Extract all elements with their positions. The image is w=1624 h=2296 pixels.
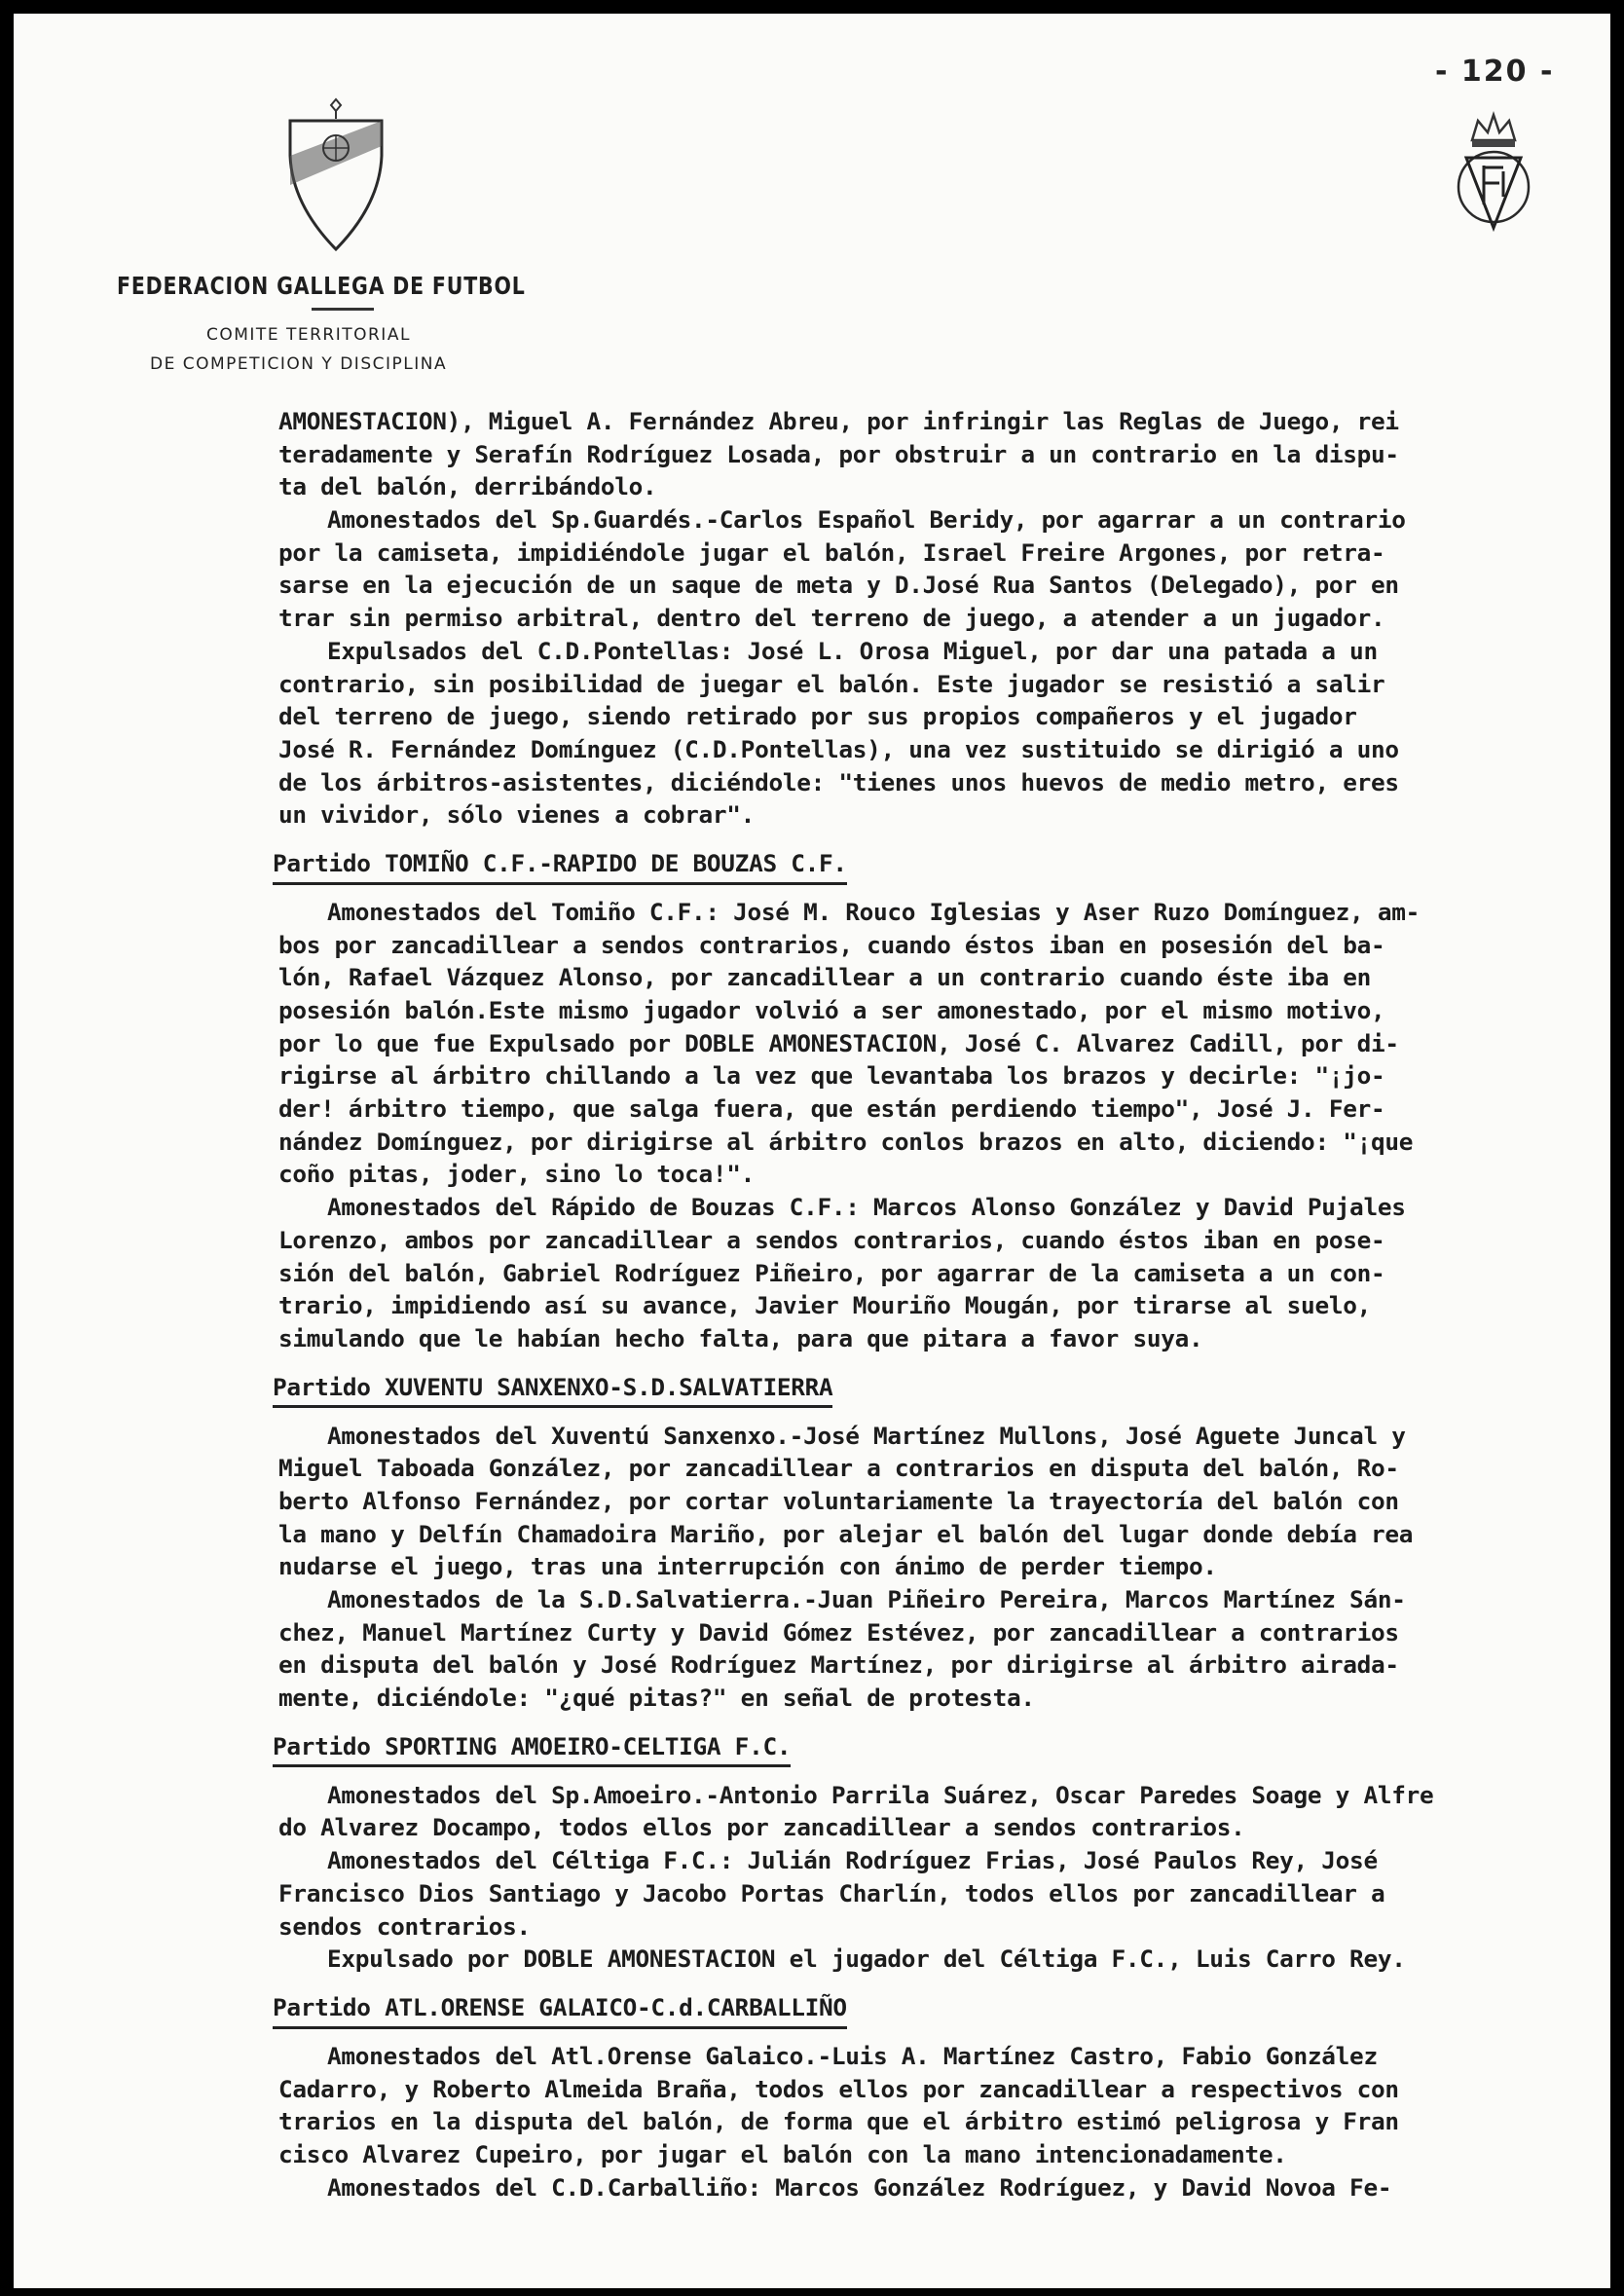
text-line: Amonestados del Rápido de Bouzas C.F.: Marcos Alonso González y David Pujales [327,1193,1406,1222]
text-line: Lorenzo, ambos por zancadillear a sendos contrarios, cuando éstos iban en pose- [278,1225,1385,1254]
match-heading: Partido ATL.ORENSE GALAICO-C.d.CARBALLIÑO [273,1993,847,2029]
text-line: teradamente y Serafín Rodríguez Losada, por obstruir a un contrario en la dispu- [278,439,1399,468]
committee-subtitle: DE COMPETICION Y DISCIPLINA [150,354,448,374]
text-line: lón, Rafael Vázquez Alonso, por zancadillear a un contrario cuando éste iba en [278,963,1371,992]
match-section [278,2040,1603,2203]
text-line: Amonestados de la S.D.Salvatierra.-Juan Piñeiro Pereira, Marcos Martínez Sán- [327,1585,1406,1613]
match-section [278,1779,1603,1976]
text-line: sendos contrarios. [278,1911,531,1941]
text-line: de los árbitros-asistentes, diciéndole: "tienes unos huevos de medio metro, eres [278,767,1399,796]
text-line: do Alvarez Docampo, todos ellos por zancadillear a sendos contrarios. [278,1813,1245,1842]
match-section [278,896,1603,1355]
text-line: AMONESTACION), Miguel A. Fernández Abreu, por infringir las Reglas de Juego, rei [278,407,1399,435]
text-line: del terreno de juego, siendo retirado por sus propios compañeros y el jugador [278,702,1357,731]
text-line: un vividor, sólo vienes a cobrar". [278,800,756,830]
text-line: Amonestados del Xuventú Sanxenxo.-José Martínez Mullons, José Aguete Juncal y [327,1421,1406,1450]
text-line: trarios en la disputa del balón, de forma que el árbitro estimó peligrosa y Fran [278,2107,1399,2136]
text-line: sión del balón, Gabriel Rodríguez Piñeiro, por agarrar de la camiseta a un con- [278,1258,1385,1287]
text-line: la mano y Delfín Chamadoira Mariño, por alejar el balón del lugar donde debía rea [278,1519,1414,1548]
text-line: Miguel Taboada González, por zancadillear a contrarios en disputa del balón, Ro- [278,1454,1399,1483]
text-line: José R. Fernández Domínguez (C.D.Pontellas), una vez sustituido se dirigió a uno [278,734,1399,763]
text-line: contrario, sin posibilidad de juegar el balón. Este jugador se resistió a salir [278,669,1385,698]
federation-name: FEDERACION GALLEGA DE FUTBOL [117,272,526,300]
header-divider [312,308,374,311]
match-heading: Partido SPORTING AMOEIRO-CELTIGA F.C. [273,1732,791,1768]
text-line: posesión balón.Este mismo jugador volvió a ser amonestado, por el mismo motivo, [278,996,1385,1024]
text-line: Amonestados del Sp.Guardés.-Carlos Español Beridy, por agarrar a un contrario [327,505,1406,535]
federation-crest-icon [282,97,389,253]
royal-crest-icon [1445,107,1542,234]
match-section [278,1420,1603,1715]
text-line: chez, Manuel Martínez Curty y David Gómez Estévez, por zancadillear a contrarios [278,1617,1399,1647]
committee-title: COMITE TERRITORIAL [206,325,411,345]
text-line: Amonestados del Sp.Amoeiro.-Antonio Parrila Suárez, Oscar Paredes Soage y Alfre [327,1780,1434,1809]
text-line: trar sin permiso arbitral, dentro del terreno de juego, a atender a un jugador. [278,604,1385,633]
text-line: der! árbitro tiempo, que salga fuera, que están perdiendo tiempo", José J. Fer- [278,1094,1385,1124]
text-line: Francisco Dios Santiago y Jacobo Portas Charlín, todos ellos por zancadillear a [278,1878,1385,1907]
text-line: simulando que le habían hecho falta, para que pitara a favor suya. [278,1323,1203,1352]
text-line: coño pitas, joder, sino lo toca!". [278,1160,756,1189]
document-page [14,14,1610,2288]
text-line: nudarse el juego, tras una interrupción con ánimo de perder tiempo. [278,1552,1217,1581]
intro-paragraphs [278,405,1603,832]
match-heading: Partido TOMIÑO C.F.-RAPIDO DE BOUZAS C.F. [273,849,847,885]
text-line: ta del balón, derribándolo. [278,472,657,501]
text-line: Amonestados del Atl.Orense Galaico.-Luis A. Martínez Castro, Fabio González [327,2041,1378,2070]
text-line: Expulsados del C.D.Pontellas: José L. Orosa Miguel, por dar una patada a un [327,636,1378,665]
text-line: por lo que fue Expulsado por DOBLE AMONESTACION, José C. Alvarez Cadill, por di- [278,1028,1399,1057]
match-heading: Partido XUVENTU SANXENXO-S.D.SALVATIERRA [273,1373,832,1409]
text-line: Amonestados del Céltiga F.C.: Julián Rodríguez Frias, José Paulos Rey, José [327,1846,1378,1875]
text-line: Cadarro, y Roberto Almeida Braña, todos ellos por zancadillear a respectivos con [278,2074,1399,2103]
text-line: nández Domínguez, por dirigirse al árbitro conlos brazos en alto, diciendo: "¡que [278,1127,1414,1156]
text-line: en disputa del balón y José Rodríguez Martínez, por dirigirse al árbitro airada- [278,1650,1399,1680]
text-line: Expulsado por DOBLE AMONESTACION el jugador del Céltiga F.C., Luis Carro Rey. [327,1944,1406,1974]
text-line: cisco Alvarez Cupeiro, por jugar el balón con la mano intencionadamente. [278,2139,1287,2168]
resolution-text [273,405,1603,2203]
text-line: sarse en la ejecución de un saque de meta y D.José Rua Santos (Delegado), por en [278,571,1399,600]
text-line: mente, diciéndole: "¿qué pitas?" en señal de protesta. [278,1684,1035,1713]
text-line: berto Alfonso Fernández, por cortar voluntariamente la trayectoría del balón con [278,1486,1399,1515]
text-line: Amonestados del Tomiño C.F.: José M. Rouco Iglesias y Aser Ruzo Domínguez, am- [327,897,1420,926]
text-line: bos por zancadillear a sendos contrarios, cuando éstos iban en posesión del ba- [278,930,1385,959]
text-line: rigirse al árbitro chillando a la vez que levantaba los brazos y decirle: "¡jo- [278,1061,1385,1091]
text-line: Amonestados del C.D.Carballiño: Marcos González Rodríguez, y David Novoa Fe- [327,2172,1392,2202]
page-number: - 120 - [1435,55,1555,89]
text-line: trario, impidiendo así su avance, Javier Mouriño Mougán, por tirarse al suelo, [278,1291,1371,1320]
text-line: por la camiseta, impidiéndole jugar el balón, Israel Freire Argones, por retra- [278,537,1385,567]
